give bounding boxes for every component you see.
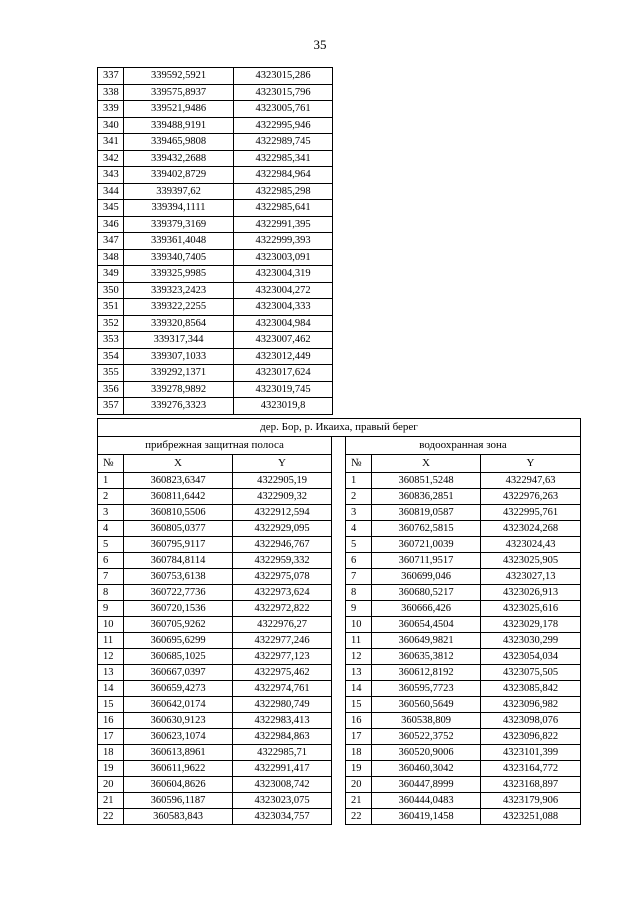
right-x-coordinate: 360649,9821 xyxy=(372,633,481,649)
right-point-number: 10 xyxy=(346,617,372,633)
column-gap xyxy=(332,489,346,505)
x-coordinate: 339320,8564 xyxy=(124,315,234,332)
right-y-coordinate: 4322947,63 xyxy=(481,473,581,489)
y-coordinate: 4323012,449 xyxy=(234,348,333,365)
left-col-number-header: № xyxy=(98,455,124,473)
table-row xyxy=(98,332,333,349)
left-point-number: 16 xyxy=(98,713,124,729)
column-gap xyxy=(332,633,346,649)
left-x-coordinate: 360695,6299 xyxy=(124,633,233,649)
table-row xyxy=(98,299,333,316)
table-row xyxy=(98,381,333,398)
x-coordinate: 339292,1371 xyxy=(124,365,234,382)
right-x-coordinate: 360447,8999 xyxy=(372,777,481,793)
table-row xyxy=(98,398,333,415)
left-point-number: 21 xyxy=(98,793,124,809)
right-x-coordinate: 360699,046 xyxy=(372,569,481,585)
table-row xyxy=(98,793,581,809)
left-y-coordinate: 4322977,123 xyxy=(233,649,332,665)
left-y-coordinate: 4322977,246 xyxy=(233,633,332,649)
point-number: 354 xyxy=(98,348,124,365)
left-point-number: 18 xyxy=(98,745,124,761)
column-gap xyxy=(332,473,346,489)
left-zone-title: прибрежная защитная полоса xyxy=(98,437,332,455)
right-y-coordinate: 4323075,505 xyxy=(481,665,581,681)
table-row xyxy=(98,183,333,200)
x-coordinate: 339322,2255 xyxy=(124,299,234,316)
left-x-coordinate: 360630,9123 xyxy=(124,713,233,729)
x-coordinate: 339276,3323 xyxy=(124,398,234,415)
left-x-coordinate: 360720,1536 xyxy=(124,601,233,617)
table-row xyxy=(98,249,333,266)
left-x-coordinate: 360722,7736 xyxy=(124,585,233,601)
right-x-coordinate: 360595,7723 xyxy=(372,681,481,697)
x-coordinate: 339340,7405 xyxy=(124,249,234,266)
right-x-coordinate: 360819,0587 xyxy=(372,505,481,521)
left-x-coordinate: 360659,4273 xyxy=(124,681,233,697)
right-point-number: 15 xyxy=(346,697,372,713)
table-row xyxy=(98,365,333,382)
column-gap xyxy=(332,437,346,455)
left-y-coordinate: 4322975,462 xyxy=(233,665,332,681)
left-point-number: 4 xyxy=(98,521,124,537)
right-point-number: 8 xyxy=(346,585,372,601)
y-coordinate: 4322985,298 xyxy=(234,183,333,200)
left-point-number: 14 xyxy=(98,681,124,697)
bor-ikaikha-coordinates-table xyxy=(97,418,581,825)
right-point-number: 7 xyxy=(346,569,372,585)
left-x-coordinate: 360753,6138 xyxy=(124,569,233,585)
right-point-number: 9 xyxy=(346,601,372,617)
table-row xyxy=(98,745,581,761)
y-coordinate: 4322991,395 xyxy=(234,216,333,233)
right-point-number: 4 xyxy=(346,521,372,537)
right-y-coordinate: 4323168,897 xyxy=(481,777,581,793)
table-row xyxy=(98,84,333,101)
table-row xyxy=(98,117,333,134)
point-number: 344 xyxy=(98,183,124,200)
table-row xyxy=(98,729,581,745)
point-number: 348 xyxy=(98,249,124,266)
left-y-coordinate: 4322912,594 xyxy=(233,505,332,521)
right-y-coordinate: 4323030,299 xyxy=(481,633,581,649)
zone-title-row xyxy=(98,437,581,455)
right-x-coordinate: 360680,5217 xyxy=(372,585,481,601)
right-point-number: 19 xyxy=(346,761,372,777)
point-number: 343 xyxy=(98,167,124,184)
y-coordinate: 4322989,745 xyxy=(234,134,333,151)
left-x-coordinate: 360623,1074 xyxy=(124,729,233,745)
right-point-number: 1 xyxy=(346,473,372,489)
right-point-number: 16 xyxy=(346,713,372,729)
left-point-number: 6 xyxy=(98,553,124,569)
left-x-coordinate: 360611,9622 xyxy=(124,761,233,777)
table-row xyxy=(98,681,581,697)
x-coordinate: 339323,2423 xyxy=(124,282,234,299)
x-coordinate: 339575,8937 xyxy=(124,84,234,101)
table-row xyxy=(98,713,581,729)
column-gap xyxy=(332,777,346,793)
left-y-coordinate: 4323008,742 xyxy=(233,777,332,793)
x-coordinate: 339488,9191 xyxy=(124,117,234,134)
y-coordinate: 4322985,341 xyxy=(234,150,333,167)
left-point-number: 17 xyxy=(98,729,124,745)
right-y-coordinate: 4322976,263 xyxy=(481,489,581,505)
right-y-coordinate: 4323101,399 xyxy=(481,745,581,761)
table-row xyxy=(98,777,581,793)
left-point-number: 8 xyxy=(98,585,124,601)
table-row xyxy=(98,348,333,365)
column-header-row xyxy=(98,455,581,473)
right-y-coordinate: 4323096,982 xyxy=(481,697,581,713)
left-x-coordinate: 360705,9262 xyxy=(124,617,233,633)
point-number: 338 xyxy=(98,84,124,101)
point-number: 350 xyxy=(98,282,124,299)
left-point-number: 13 xyxy=(98,665,124,681)
right-x-coordinate: 360522,3752 xyxy=(372,729,481,745)
table-row xyxy=(98,649,581,665)
table-row xyxy=(98,809,581,825)
right-x-coordinate: 360460,3042 xyxy=(372,761,481,777)
left-y-coordinate: 4322972,822 xyxy=(233,601,332,617)
left-y-coordinate: 4322983,413 xyxy=(233,713,332,729)
table-row xyxy=(98,315,333,332)
table-row xyxy=(98,665,581,681)
point-number: 339 xyxy=(98,101,124,118)
coordinates-table-body xyxy=(98,68,333,415)
right-y-coordinate: 4323026,913 xyxy=(481,585,581,601)
left-point-number: 1 xyxy=(98,473,124,489)
column-gap xyxy=(332,553,346,569)
table-row xyxy=(98,585,581,601)
column-gap xyxy=(332,761,346,777)
point-number: 353 xyxy=(98,332,124,349)
x-coordinate: 339521,9486 xyxy=(124,101,234,118)
section-title-row xyxy=(98,419,581,437)
column-gap xyxy=(332,505,346,521)
point-number: 351 xyxy=(98,299,124,316)
right-point-number: 20 xyxy=(346,777,372,793)
left-point-number: 7 xyxy=(98,569,124,585)
y-coordinate: 4323019,745 xyxy=(234,381,333,398)
table-row xyxy=(98,601,581,617)
left-point-number: 22 xyxy=(98,809,124,825)
column-gap xyxy=(332,521,346,537)
section-title: дер. Бор, р. Икаиха, правый берег xyxy=(98,419,581,437)
table-row xyxy=(98,569,581,585)
point-number: 342 xyxy=(98,150,124,167)
left-x-coordinate: 360810,5506 xyxy=(124,505,233,521)
right-y-coordinate: 4323164,772 xyxy=(481,761,581,777)
y-coordinate: 4323015,796 xyxy=(234,84,333,101)
right-x-coordinate: 360560,5649 xyxy=(372,697,481,713)
x-coordinate: 339397,62 xyxy=(124,183,234,200)
x-coordinate: 339278,9892 xyxy=(124,381,234,398)
y-coordinate: 4322985,641 xyxy=(234,200,333,217)
right-point-number: 2 xyxy=(346,489,372,505)
left-y-coordinate: 4322976,27 xyxy=(233,617,332,633)
right-x-coordinate: 360612,8192 xyxy=(372,665,481,681)
zone-table-body xyxy=(98,419,581,825)
table-row xyxy=(98,633,581,649)
y-coordinate: 4323015,286 xyxy=(234,68,333,85)
right-x-coordinate: 360654,4504 xyxy=(372,617,481,633)
column-gap xyxy=(332,455,346,473)
right-y-coordinate: 4323027,13 xyxy=(481,569,581,585)
right-x-coordinate: 360711,9517 xyxy=(372,553,481,569)
column-gap xyxy=(332,665,346,681)
column-gap xyxy=(332,569,346,585)
right-y-coordinate: 4323179,906 xyxy=(481,793,581,809)
column-gap xyxy=(332,601,346,617)
left-x-coordinate: 360811,6442 xyxy=(124,489,233,505)
table-row xyxy=(98,537,581,553)
column-gap xyxy=(332,697,346,713)
left-x-coordinate: 360583,843 xyxy=(124,809,233,825)
right-x-coordinate: 360444,0483 xyxy=(372,793,481,809)
left-point-number: 12 xyxy=(98,649,124,665)
table-row xyxy=(98,553,581,569)
point-number: 355 xyxy=(98,365,124,382)
left-y-coordinate: 4323034,757 xyxy=(233,809,332,825)
column-gap xyxy=(332,681,346,697)
y-coordinate: 4323004,319 xyxy=(234,266,333,283)
left-y-coordinate: 4322984,863 xyxy=(233,729,332,745)
right-x-coordinate: 360666,426 xyxy=(372,601,481,617)
right-y-coordinate: 4323098,076 xyxy=(481,713,581,729)
point-number: 341 xyxy=(98,134,124,151)
y-coordinate: 4323007,462 xyxy=(234,332,333,349)
right-x-coordinate: 360520,9006 xyxy=(372,745,481,761)
left-y-coordinate: 4322991,417 xyxy=(233,761,332,777)
right-point-number: 3 xyxy=(346,505,372,521)
left-y-coordinate: 4322974,761 xyxy=(233,681,332,697)
left-y-coordinate: 4322946,767 xyxy=(233,537,332,553)
right-y-coordinate: 4323096,822 xyxy=(481,729,581,745)
left-y-coordinate: 4322973,624 xyxy=(233,585,332,601)
x-coordinate: 339465,9808 xyxy=(124,134,234,151)
left-point-number: 10 xyxy=(98,617,124,633)
left-point-number: 11 xyxy=(98,633,124,649)
point-number: 340 xyxy=(98,117,124,134)
point-number: 349 xyxy=(98,266,124,283)
column-gap xyxy=(332,809,346,825)
x-coordinate: 339394,1111 xyxy=(124,200,234,217)
left-x-coordinate: 360604,8626 xyxy=(124,777,233,793)
column-gap xyxy=(332,793,346,809)
left-col-y-header: Y xyxy=(233,455,332,473)
right-point-number: 21 xyxy=(346,793,372,809)
left-y-coordinate: 4322975,078 xyxy=(233,569,332,585)
right-x-coordinate: 360538,809 xyxy=(372,713,481,729)
point-number: 352 xyxy=(98,315,124,332)
table-row xyxy=(98,521,581,537)
right-x-coordinate: 360836,2851 xyxy=(372,489,481,505)
right-x-coordinate: 360419,1458 xyxy=(372,809,481,825)
right-point-number: 17 xyxy=(346,729,372,745)
right-y-coordinate: 4323025,616 xyxy=(481,601,581,617)
table-row xyxy=(98,200,333,217)
right-col-y-header: Y xyxy=(481,455,581,473)
left-col-x-header: X xyxy=(124,455,233,473)
right-y-coordinate: 4323025,905 xyxy=(481,553,581,569)
point-number: 337 xyxy=(98,68,124,85)
column-gap xyxy=(332,713,346,729)
left-x-coordinate: 360667,0397 xyxy=(124,665,233,681)
x-coordinate: 339325,9985 xyxy=(124,266,234,283)
left-y-coordinate: 4322959,332 xyxy=(233,553,332,569)
point-number: 357 xyxy=(98,398,124,415)
table-row xyxy=(98,761,581,777)
table-row xyxy=(98,68,333,85)
column-gap xyxy=(332,649,346,665)
right-y-coordinate: 4323024,43 xyxy=(481,537,581,553)
left-point-number: 15 xyxy=(98,697,124,713)
table-row xyxy=(98,216,333,233)
left-x-coordinate: 360795,9117 xyxy=(124,537,233,553)
table-row xyxy=(98,617,581,633)
coordinates-table-continued xyxy=(97,67,333,415)
right-x-coordinate: 360762,5815 xyxy=(372,521,481,537)
right-point-number: 18 xyxy=(346,745,372,761)
left-x-coordinate: 360685,1025 xyxy=(124,649,233,665)
left-point-number: 5 xyxy=(98,537,124,553)
left-x-coordinate: 360596,1187 xyxy=(124,793,233,809)
right-col-x-header: X xyxy=(372,455,481,473)
left-point-number: 20 xyxy=(98,777,124,793)
column-gap xyxy=(332,537,346,553)
y-coordinate: 4323019,8 xyxy=(234,398,333,415)
point-number: 345 xyxy=(98,200,124,217)
x-coordinate: 339317,344 xyxy=(124,332,234,349)
right-y-coordinate: 4323054,034 xyxy=(481,649,581,665)
column-gap xyxy=(332,617,346,633)
x-coordinate: 339379,3169 xyxy=(124,216,234,233)
y-coordinate: 4322999,393 xyxy=(234,233,333,250)
right-point-number: 13 xyxy=(346,665,372,681)
x-coordinate: 339402,8729 xyxy=(124,167,234,184)
table-row xyxy=(98,697,581,713)
y-coordinate: 4323004,272 xyxy=(234,282,333,299)
column-gap xyxy=(332,745,346,761)
y-coordinate: 4323005,761 xyxy=(234,101,333,118)
point-number: 356 xyxy=(98,381,124,398)
table-row xyxy=(98,505,581,521)
left-x-coordinate: 360805,0377 xyxy=(124,521,233,537)
y-coordinate: 4323004,333 xyxy=(234,299,333,316)
y-coordinate: 4322984,964 xyxy=(234,167,333,184)
table-row xyxy=(98,489,581,505)
table-row xyxy=(98,473,581,489)
table-row xyxy=(98,167,333,184)
left-point-number: 3 xyxy=(98,505,124,521)
x-coordinate: 339432,2688 xyxy=(124,150,234,167)
right-x-coordinate: 360635,3812 xyxy=(372,649,481,665)
y-coordinate: 4322995,946 xyxy=(234,117,333,134)
x-coordinate: 339307,1033 xyxy=(124,348,234,365)
right-x-coordinate: 360721,0039 xyxy=(372,537,481,553)
left-point-number: 9 xyxy=(98,601,124,617)
point-number: 346 xyxy=(98,216,124,233)
right-x-coordinate: 360851,5248 xyxy=(372,473,481,489)
left-y-coordinate: 4322980,749 xyxy=(233,697,332,713)
page-number: 35 xyxy=(313,37,327,52)
table-row xyxy=(98,150,333,167)
right-y-coordinate: 4323024,268 xyxy=(481,521,581,537)
right-point-number: 11 xyxy=(346,633,372,649)
left-x-coordinate: 360784,8114 xyxy=(124,553,233,569)
left-y-coordinate: 4322909,32 xyxy=(233,489,332,505)
x-coordinate: 339592,5921 xyxy=(124,68,234,85)
right-point-number: 6 xyxy=(346,553,372,569)
right-col-number-header: № xyxy=(346,455,372,473)
table-row xyxy=(98,233,333,250)
left-y-coordinate: 4322905,19 xyxy=(233,473,332,489)
table-row xyxy=(98,134,333,151)
left-x-coordinate: 360642,0174 xyxy=(124,697,233,713)
column-gap xyxy=(332,729,346,745)
right-point-number: 12 xyxy=(346,649,372,665)
left-y-coordinate: 4322929,095 xyxy=(233,521,332,537)
right-point-number: 5 xyxy=(346,537,372,553)
left-point-number: 2 xyxy=(98,489,124,505)
right-zone-title: водоохранная зона xyxy=(346,437,581,455)
left-y-coordinate: 4323023,075 xyxy=(233,793,332,809)
table-row xyxy=(98,282,333,299)
column-gap xyxy=(332,585,346,601)
left-x-coordinate: 360613,8961 xyxy=(124,745,233,761)
right-point-number: 14 xyxy=(346,681,372,697)
right-y-coordinate: 4323251,088 xyxy=(481,809,581,825)
y-coordinate: 4323017,624 xyxy=(234,365,333,382)
table-row xyxy=(98,101,333,118)
right-y-coordinate: 4323029,178 xyxy=(481,617,581,633)
left-y-coordinate: 4322985,71 xyxy=(233,745,332,761)
right-y-coordinate: 4323085,842 xyxy=(481,681,581,697)
y-coordinate: 4323004,984 xyxy=(234,315,333,332)
point-number: 347 xyxy=(98,233,124,250)
right-y-coordinate: 4322995,761 xyxy=(481,505,581,521)
left-point-number: 19 xyxy=(98,761,124,777)
x-coordinate: 339361,4048 xyxy=(124,233,234,250)
right-point-number: 22 xyxy=(346,809,372,825)
y-coordinate: 4323003,091 xyxy=(234,249,333,266)
left-x-coordinate: 360823,6347 xyxy=(124,473,233,489)
table-row xyxy=(98,266,333,283)
